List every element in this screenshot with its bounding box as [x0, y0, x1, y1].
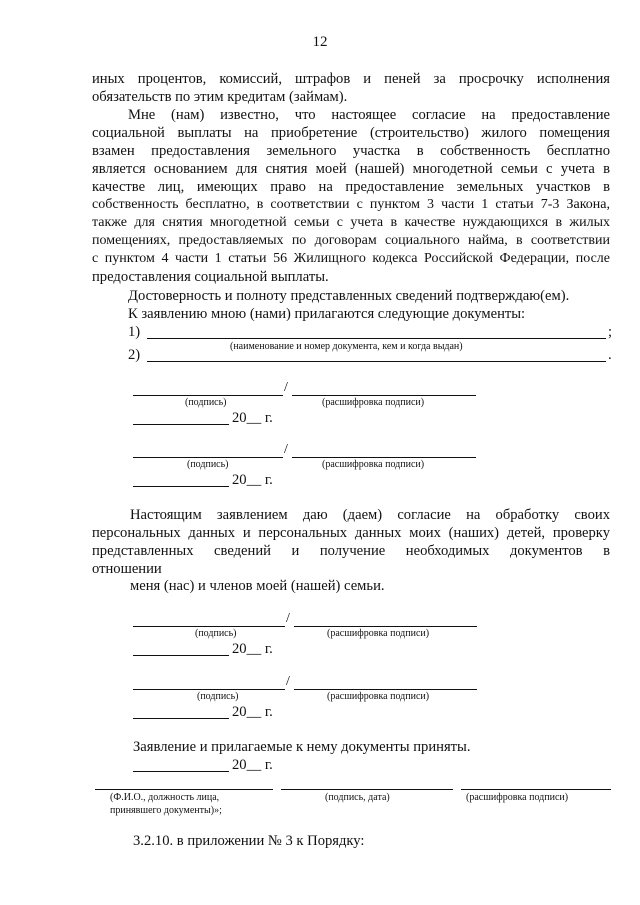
official-line[interactable]	[95, 789, 273, 790]
decoding-line-2[interactable]	[292, 457, 476, 458]
decoding-caption-2: (расшифровка подписи)	[322, 459, 425, 470]
consent-line-4: отношении	[92, 561, 162, 577]
decoding-line-1[interactable]	[292, 395, 476, 396]
para1-line-1: иных процентов, комиссий, штрафов и пеней за просрочку исполнения	[92, 71, 610, 87]
signature-line-2[interactable]	[133, 457, 283, 458]
section-heading: 3.2.10. в приложении № 3 к Порядку:	[133, 833, 365, 849]
official-caption-2: принявшего документы)»;	[110, 805, 222, 816]
signature-caption-1: (подпись)	[185, 397, 227, 408]
sig-slash-1: /	[284, 380, 288, 395]
para2-line-10: предоставления социальной выплаты.	[92, 269, 329, 285]
decoding-caption-1: (расшифровка подписи)	[322, 397, 425, 408]
year-4: 20__ г.	[232, 704, 273, 720]
date-line-2[interactable]	[133, 486, 229, 487]
year-2: 20__ г.	[232, 472, 273, 488]
decoding-caption-4: (расшифровка подписи)	[327, 691, 430, 702]
date-line-3[interactable]	[133, 655, 229, 656]
signature-line-1[interactable]	[133, 395, 283, 396]
item2-fill-line[interactable]	[147, 361, 606, 362]
confirm-text: Достоверность и полноту представленных сведений подтверждаю(ем).	[128, 288, 570, 304]
date-line-1[interactable]	[133, 424, 229, 425]
sign-date-line[interactable]	[281, 789, 453, 790]
date-line-5[interactable]	[133, 771, 229, 772]
para1-line-2: обязательств по этим кредитам (займам).	[92, 89, 348, 105]
year-5: 20__ г.	[232, 757, 273, 773]
item1-caption: (наименование и номер документа, кем и когда выдан)	[230, 341, 463, 352]
accepted-text: Заявление и прилагаемые к нему документы приняты.	[133, 739, 471, 755]
year-1: 20__ г.	[232, 410, 273, 426]
sig-slash-4: /	[286, 674, 290, 689]
decoding-caption-3: (расшифровка подписи)	[327, 628, 430, 639]
item1-fill-line[interactable]	[147, 338, 606, 339]
consent-line-3: представленных сведений и получение необходимых документов в	[92, 543, 610, 559]
footer-decoding-line[interactable]	[461, 789, 611, 790]
consent-line-5: меня (нас) и членов моей (нашей) семьи.	[130, 578, 385, 594]
para2-line-5: качестве лиц, имеющих право на предоставление земельных участков в	[92, 179, 610, 195]
signature-caption-2: (подпись)	[187, 459, 229, 470]
para2-line-8: помещениях, предоставляемых по договорам социального найма, в соответствии	[92, 233, 610, 248]
para2-line-2: социальной выплаты на приобретение (строительство) жилого помещения	[92, 125, 610, 141]
item1-number: 1)	[128, 324, 141, 340]
consent-line-2: персональных данных и персональных данных моих (наших) детей, проверку	[92, 525, 610, 541]
sig-slash-3: /	[286, 611, 290, 626]
consent-line-1: Настоящим заявлением даю (даем) согласие на обработку своих	[130, 507, 610, 523]
signature-line-3[interactable]	[133, 626, 285, 627]
official-caption: (Ф.И.О., должность лица,	[110, 792, 220, 803]
para2-line-1: Мне (нам) известно, что настоящее согласие на предоставление	[128, 107, 610, 123]
year-3: 20__ г.	[232, 641, 273, 657]
item2-number: 2)	[128, 347, 141, 363]
attach-intro: К заявлению мною (нами) прилагаются следующие документы:	[128, 306, 526, 322]
item2-end: .	[608, 347, 612, 363]
para2-line-7: также для снятия многодетной семьи с учета в качестве нуждающихся в жилых	[92, 215, 610, 230]
para2-line-6: собственность бесплатно, в соответствии с пунктом 3 части 1 статьи 7-3 Закона,	[92, 197, 610, 212]
signature-caption-4: (подпись)	[197, 691, 239, 702]
sig-slash-2: /	[284, 442, 288, 457]
sign-date-caption: (подпись, дата)	[325, 792, 390, 803]
para2-line-4: является основанием для снятия моей (нашей) многодетной семьи с учета в	[92, 161, 610, 177]
para2-line-9: с пунктом 4 части 1 статьи 56 Жилищного кодекса Российской Федерации, после	[92, 251, 610, 266]
signature-line-4[interactable]	[133, 689, 285, 690]
date-line-4[interactable]	[133, 718, 229, 719]
decoding-line-4[interactable]	[294, 689, 477, 690]
para2-line-3: взамен предоставления земельного участка в собственность бесплатно	[92, 143, 610, 159]
decoding-line-3[interactable]	[294, 626, 477, 627]
page-number: 12	[312, 34, 328, 50]
item1-end: ;	[608, 324, 613, 340]
signature-caption-3: (подпись)	[195, 628, 237, 639]
footer-decoding-caption: (расшифровка подписи)	[466, 792, 569, 803]
